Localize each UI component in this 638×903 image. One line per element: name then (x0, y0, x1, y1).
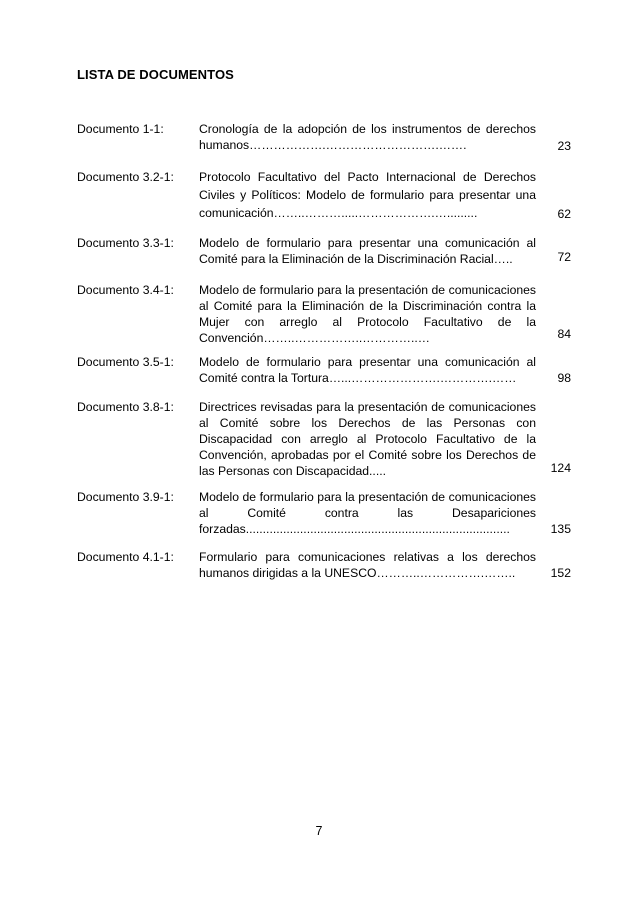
document-entry (77, 489, 571, 537)
document-title: Modelo de formulario para presentar una comunicación al Comité contra la Tortura…...………………….………….…… (199, 355, 536, 385)
document-title: Directrices revisadas para la presentación de comunicaciones al Comité sobre los Derechos de las Personas con Discapacidad con arreglo al Protocolo Facultativo de la Convención, aprobadas por el Comité sobre los Derechos de las Personas con Discapacidad..... (199, 400, 536, 478)
document-label: Documento 3.8-1: (77, 400, 174, 414)
document-entry (77, 399, 571, 479)
document-entry (77, 121, 571, 153)
document-page: 135 (550, 522, 571, 536)
document-label: Documento 3.4-1: (77, 283, 174, 297)
document-title: Modelo de formulario para presentar una comunicación al Comité para la Eliminación de la Discriminación Racial….. (199, 236, 536, 266)
document-page: 72 (557, 250, 571, 264)
document-page: 84 (557, 327, 571, 341)
document-title: Cronología de la adopción de los instrumentos de derechos humanos……………….……………………….……. (199, 122, 536, 152)
document-label: Documento 1-1: (77, 122, 164, 136)
document-label: Documento 3.3-1: (77, 236, 174, 250)
document-label: Documento 3.5-1: (77, 355, 174, 369)
document-page: 98 (557, 371, 571, 385)
document-entry (77, 549, 571, 581)
document-title: Formulario para comunicaciones relativas a los derechos humanos dirigidas a la UNESCO………..…………….…….. (199, 550, 536, 580)
document-title: Protocolo Facultativo del Pacto Internacional de Derechos Civiles y Políticos: Modelo de formulario para presentar una comunicación……..……….....……………….…......... (199, 170, 536, 220)
document-entry (77, 168, 571, 220)
document-label: Documento 3.2-1: (77, 170, 174, 184)
document-label: Documento 4.1-1: (77, 550, 174, 564)
document-title: Modelo de formulario para la presentación de comunicaciones al Comité contra las Desapariciones forzadas.............................................................................. (199, 490, 536, 536)
document-page: 23 (557, 139, 571, 153)
document-entry (77, 235, 571, 267)
document-page: 152 (550, 566, 571, 580)
page-number: 7 (315, 824, 323, 838)
page-heading: LISTA DE DOCUMENTOS (77, 67, 234, 82)
document-title: Modelo de formulario para la presentación de comunicaciones al Comité para la Eliminación de la Discriminación contra la Mujer con arreglo al Protocolo Facultativo de la Convención……..……………..…………..… (199, 283, 536, 345)
document-entry (77, 354, 571, 386)
document-page: 124 (550, 461, 571, 475)
document-entry (77, 282, 571, 346)
document-label: Documento 3.9-1: (77, 490, 174, 504)
document-page: 62 (557, 207, 571, 221)
